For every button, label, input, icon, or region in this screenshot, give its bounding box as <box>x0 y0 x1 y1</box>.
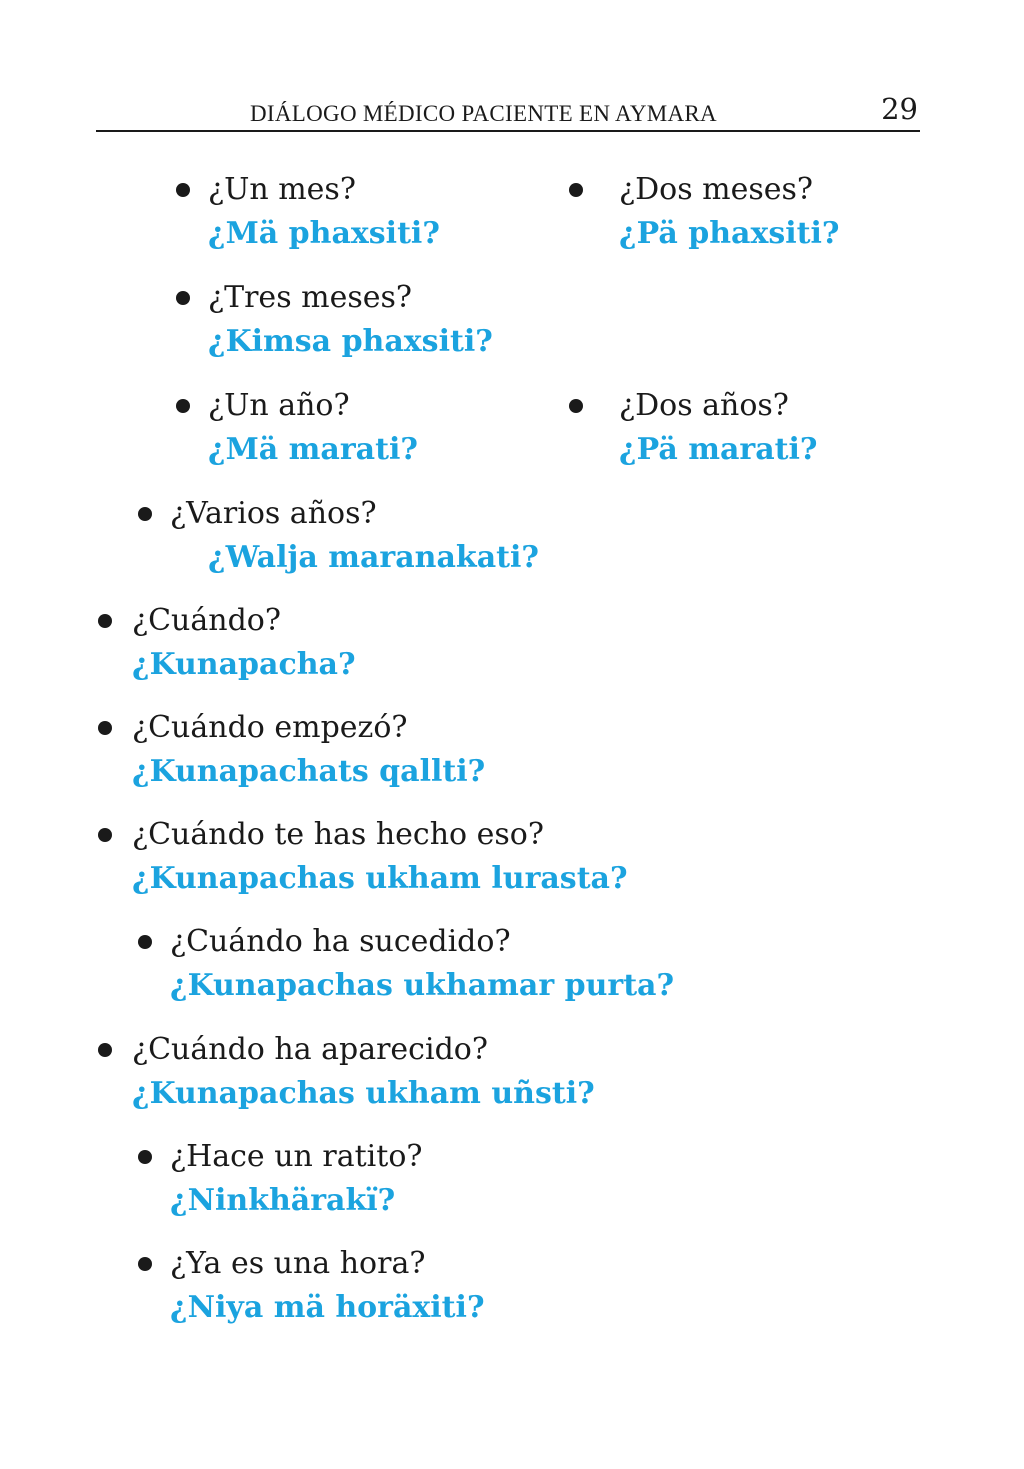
aymara-phrase: ¿Pä phaxsiti? <box>619 216 840 251</box>
header-title: DIÁLOGO MÉDICO PACIENTE EN AYMARA <box>250 101 717 126</box>
list-item <box>0 494 700 584</box>
spanish-phrase: ¿Hace un ratito? <box>170 1139 423 1174</box>
spanish-phrase: ¿Cuándo ha sucedido? <box>170 924 511 959</box>
list-item <box>0 1244 700 1334</box>
bullet-icon <box>176 291 190 305</box>
aymara-phrase: ¿Walja maranakati? <box>208 540 539 575</box>
bullet-icon <box>138 935 152 949</box>
spanish-phrase: ¿Un mes? <box>208 172 356 207</box>
list-item <box>0 922 860 1012</box>
list-item <box>560 170 960 260</box>
spanish-phrase: ¿Dos años? <box>619 388 789 423</box>
list-item <box>0 170 560 260</box>
spanish-phrase: ¿Cuándo empezó? <box>132 710 408 745</box>
aymara-phrase: ¿Mä marati? <box>208 432 418 467</box>
aymara-phrase: ¿Mä phaxsiti? <box>208 216 440 251</box>
list-item <box>0 708 750 798</box>
running-header <box>96 92 920 132</box>
list-item <box>0 815 820 905</box>
aymara-phrase: ¿Kunapachas ukham lurasta? <box>132 861 628 896</box>
aymara-phrase: ¿Pä marati? <box>619 432 818 467</box>
spanish-phrase: ¿Cuándo? <box>132 603 281 638</box>
bullet-icon <box>176 399 190 413</box>
aymara-phrase: ¿Kimsa phaxsiti? <box>208 324 493 359</box>
bullet-icon <box>138 507 152 521</box>
list-item <box>0 386 560 476</box>
spanish-phrase: ¿Ya es una hora? <box>170 1246 426 1281</box>
list-item <box>0 1137 700 1227</box>
bullet-icon <box>569 399 583 413</box>
bullet-icon <box>98 721 112 735</box>
aymara-phrase: ¿Kunapachas ukham uñsti? <box>132 1076 595 1111</box>
spanish-phrase: ¿Un año? <box>208 388 350 423</box>
page-number: 29 <box>881 92 918 126</box>
bullet-icon <box>138 1257 152 1271</box>
aymara-phrase: ¿Niya mä horäxiti? <box>170 1290 485 1325</box>
list-item <box>0 278 600 368</box>
bullet-icon <box>569 183 583 197</box>
spanish-phrase: ¿Tres meses? <box>208 280 412 315</box>
list-item <box>0 601 700 691</box>
list-item <box>560 386 960 476</box>
aymara-phrase: ¿Kunapacha? <box>132 647 356 682</box>
aymara-phrase: ¿Ninkhärakï? <box>170 1183 396 1218</box>
spanish-phrase: ¿Varios años? <box>170 496 377 531</box>
spanish-phrase: ¿Dos meses? <box>619 172 813 207</box>
spanish-phrase: ¿Cuándo ha aparecido? <box>132 1032 488 1067</box>
bullet-icon <box>98 828 112 842</box>
aymara-phrase: ¿Kunapachas ukhamar purta? <box>170 968 675 1003</box>
bullet-icon <box>138 1150 152 1164</box>
list-item <box>0 1030 800 1120</box>
bullet-icon <box>98 1043 112 1057</box>
aymara-phrase: ¿Kunapachats qallti? <box>132 754 486 789</box>
bullet-icon <box>98 614 112 628</box>
bullet-icon <box>176 183 190 197</box>
spanish-phrase: ¿Cuándo te has hecho eso? <box>132 817 544 852</box>
